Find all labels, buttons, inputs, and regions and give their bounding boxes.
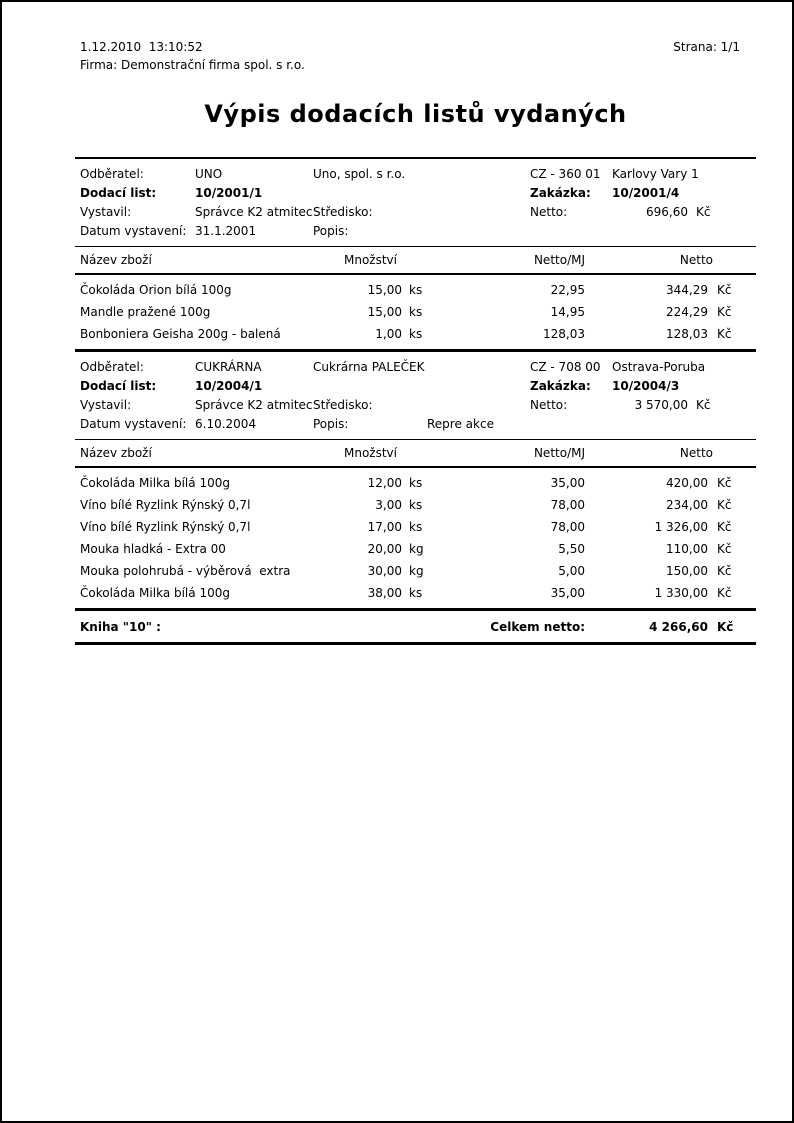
column-header-quantity: Množství xyxy=(340,247,440,275)
currency-label: Kč xyxy=(717,564,732,578)
total-netto-value: 4 266,60 xyxy=(649,619,708,634)
order-label: Zakázka: xyxy=(530,379,591,393)
table-row xyxy=(75,538,756,560)
issued-by-label: Vystavil: xyxy=(80,398,132,412)
issue-date-label: Datum vystavení: xyxy=(80,417,187,431)
currency-label: Kč xyxy=(717,327,732,341)
currency-label: Kč xyxy=(717,498,732,512)
issued-by-value: Správce K2 atmitec xyxy=(195,205,313,219)
table-row xyxy=(75,467,756,494)
page-header xyxy=(80,38,740,74)
table-row xyxy=(75,323,756,349)
netto-total-value: 696,60 xyxy=(646,205,688,219)
cell-name: Víno bílé Ryzlink Rýnský 0,7l xyxy=(80,520,251,534)
cell-name: Čokoláda Milka bílá 100g xyxy=(80,586,230,600)
table-row xyxy=(75,274,756,301)
cell-netto: 128,03 xyxy=(666,327,708,341)
cell-qty: 3,00 xyxy=(375,498,402,512)
delivery-note-number: 10/2004/1 xyxy=(195,379,263,393)
cell-name: Mouka polohrubá - výběrová extra xyxy=(80,564,291,578)
order-label: Zakázka: xyxy=(530,186,591,200)
table-row xyxy=(75,582,756,608)
cell-netto: 234,00 xyxy=(666,498,708,512)
cell-qty: 17,00 xyxy=(367,520,402,534)
issue-date-value: 6.10.2004 xyxy=(195,417,257,431)
issued-by-label: Vystavil: xyxy=(80,205,132,219)
items-table xyxy=(75,439,756,608)
issue-date-label: Datum vystavení: xyxy=(80,224,187,238)
cell-name: Mouka hladká - Extra 00 xyxy=(80,542,226,556)
cell-netto_mj: 35,00 xyxy=(550,586,585,600)
issue-date-value: 31.1.2001 xyxy=(195,224,257,238)
cell-qty: 38,00 xyxy=(367,586,402,600)
cell-qty: 15,00 xyxy=(367,283,402,297)
page-title: Výpis dodacích listů vydaných xyxy=(204,100,627,128)
page-number: Strana: 1/1 xyxy=(673,40,740,54)
column-header-netto: Netto xyxy=(585,440,756,468)
currency-label: Kč xyxy=(717,586,732,600)
cell-unit: ks xyxy=(409,327,423,341)
customer-label: Odběratel: xyxy=(80,360,144,374)
delivery-note-label: Dodací list: xyxy=(80,186,157,200)
delivery-info-block xyxy=(75,159,756,246)
description-value xyxy=(427,222,530,241)
cell-unit: kg xyxy=(409,564,424,578)
customer-name: Uno, spol. s r.o. xyxy=(313,167,406,181)
report-datetime: 1.12.2010 13:10:52 xyxy=(80,40,203,54)
customer-city: Ostrava-Poruba xyxy=(612,360,706,374)
description-value: Repre akce xyxy=(427,417,494,431)
book-label: Kniha "10" : xyxy=(80,619,161,634)
cell-name: Mandle pražené 100g xyxy=(80,305,211,319)
netto-label: Netto: xyxy=(530,398,568,412)
delivery-note-section-1 xyxy=(75,157,756,349)
currency-label: Kč xyxy=(717,305,732,319)
currency-label: Kč xyxy=(696,205,711,219)
table-header-row xyxy=(75,247,756,275)
cell-unit: ks xyxy=(409,283,423,297)
items-table xyxy=(75,246,756,349)
column-header-netto: Netto xyxy=(585,247,756,275)
table-row xyxy=(75,516,756,538)
cell-unit: ks xyxy=(409,476,423,490)
report-body xyxy=(75,157,756,645)
customer-name: Cukrárna PALEČEK xyxy=(313,360,425,374)
cell-qty: 30,00 xyxy=(367,564,402,578)
cell-netto: 150,00 xyxy=(666,564,708,578)
cell-netto_mj: 5,00 xyxy=(558,564,585,578)
summary-row xyxy=(75,608,756,645)
netto-label: Netto: xyxy=(530,205,568,219)
cell-netto_mj: 22,95 xyxy=(550,283,585,297)
cell-netto_mj: 35,00 xyxy=(550,476,585,490)
currency-label: Kč xyxy=(717,283,732,297)
company-name: Firma: Demonstrační firma spol. s r.o. xyxy=(80,58,305,72)
cell-netto: 224,29 xyxy=(666,305,708,319)
delivery-note-label: Dodací list: xyxy=(80,379,157,393)
cell-netto: 420,00 xyxy=(666,476,708,490)
cell-unit: ks xyxy=(409,520,423,534)
column-header-name: Název zboží xyxy=(75,247,340,275)
cell-netto_mj: 128,03 xyxy=(543,327,585,341)
table-row xyxy=(75,494,756,516)
customer-zip: CZ - 360 01 xyxy=(530,167,601,181)
column-header-netto-mj: Netto/MJ xyxy=(440,440,585,468)
cell-unit: ks xyxy=(409,498,423,512)
cell-netto: 1 330,00 xyxy=(654,586,708,600)
cell-netto_mj: 78,00 xyxy=(550,520,585,534)
currency-label: Kč xyxy=(696,398,711,412)
netto-total-value: 3 570,00 xyxy=(634,398,688,412)
table-header-row xyxy=(75,440,756,468)
cell-netto_mj: 14,95 xyxy=(550,305,585,319)
cell-netto: 1 326,00 xyxy=(654,520,708,534)
issued-by-value: Správce K2 atmitec xyxy=(195,398,313,412)
cell-name: Čokoláda Milka bílá 100g xyxy=(80,476,230,490)
currency-label: Kč xyxy=(717,476,732,490)
department-label: Středisko: xyxy=(313,205,373,219)
description-label: Popis: xyxy=(313,224,349,238)
cell-qty: 15,00 xyxy=(367,305,402,319)
cell-qty: 12,00 xyxy=(367,476,402,490)
table-row xyxy=(75,560,756,582)
delivery-note-number: 10/2001/1 xyxy=(195,186,263,200)
currency-label: Kč xyxy=(717,619,734,634)
delivery-info-block xyxy=(75,352,756,439)
description-label: Popis: xyxy=(313,417,349,431)
delivery-note-section-2 xyxy=(75,349,756,608)
cell-netto_mj: 78,00 xyxy=(550,498,585,512)
total-netto-label: Celkem netto: xyxy=(490,619,585,634)
column-header-netto-mj: Netto/MJ xyxy=(440,247,585,275)
cell-qty: 20,00 xyxy=(367,542,402,556)
cell-name: Čokoláda Orion bílá 100g xyxy=(80,283,232,297)
column-header-name: Název zboží xyxy=(75,440,340,468)
currency-label: Kč xyxy=(717,520,732,534)
cell-unit: ks xyxy=(409,305,423,319)
column-header-quantity: Množství xyxy=(340,440,440,468)
customer-zip: CZ - 708 00 xyxy=(530,360,601,374)
cell-name: Bonboniera Geisha 200g - balená xyxy=(80,327,281,341)
department-label: Středisko: xyxy=(313,398,373,412)
currency-label: Kč xyxy=(717,542,732,556)
customer-code: UNO xyxy=(195,167,223,181)
cell-qty: 1,00 xyxy=(375,327,402,341)
cell-netto: 344,29 xyxy=(666,283,708,297)
customer-city: Karlovy Vary 1 xyxy=(612,167,699,181)
order-number: 10/2001/4 xyxy=(612,186,680,200)
cell-unit: kg xyxy=(409,542,424,556)
cell-name: Víno bílé Ryzlink Rýnský 0,7l xyxy=(80,498,251,512)
cell-netto: 110,00 xyxy=(666,542,708,556)
header-left xyxy=(80,38,305,74)
customer-label: Odběratel: xyxy=(80,167,144,181)
customer-code: CUKRÁRNA xyxy=(195,360,262,374)
order-number: 10/2004/3 xyxy=(612,379,680,393)
cell-netto_mj: 5,50 xyxy=(558,542,585,556)
cell-unit: ks xyxy=(409,586,423,600)
table-row xyxy=(75,301,756,323)
